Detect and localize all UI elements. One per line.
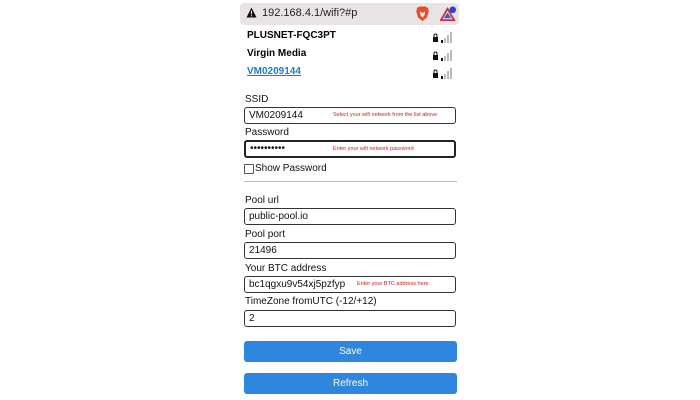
password-input[interactable] [244,140,456,158]
save-button[interactable]: Save [244,341,457,362]
warning-triangle-icon[interactable] [246,7,257,18]
ssid-value: VM0209144 [249,110,303,121]
timezone-input[interactable] [244,310,456,327]
pool-url-value: public-pool.io [249,211,308,222]
btc-address-value: bc1qgxu9v54xj5pzfyp [249,279,346,290]
extension-icon[interactable] [440,6,457,23]
network-name-link[interactable]: VM0209144 [247,66,301,77]
network-item[interactable] [247,30,457,46]
network-name[interactable]: Virgin Media [247,48,307,59]
network-item[interactable] [247,48,457,64]
network-item[interactable] [247,66,457,82]
btc-address-hint: Enter your BTC address here [357,281,429,287]
brave-lion-icon[interactable] [415,6,430,22]
pool-url-input[interactable] [244,208,456,225]
pool-port-value: 21496 [249,245,277,256]
ssid-hint: Select your wifi network from the list above [333,112,438,118]
url-text[interactable]: 192.168.4.1/wifi?#p [262,7,358,19]
pool-port-input[interactable] [244,242,456,259]
timezone-label: TimeZone fromUTC (-12/+12) [245,296,377,307]
btc-address-label: Your BTC address [245,263,327,274]
lock-signal-icon [433,50,453,61]
pool-port-label: Pool port [245,229,286,240]
password-label: Password [245,127,289,138]
ssid-label: SSID [245,94,269,105]
ssid-input[interactable] [244,107,456,124]
show-password-checkbox[interactable] [244,164,254,174]
btc-address-input[interactable] [244,276,456,293]
lock-signal-icon [433,68,453,79]
timezone-value: 2 [249,313,255,324]
password-hint: Enter your wifi network password [333,146,414,152]
show-password-label[interactable]: Show Password [255,163,327,174]
divider [244,181,457,182]
pool-url-label: Pool url [245,195,279,206]
network-name[interactable]: PLUSNET-FQC3PT [247,30,336,41]
address-bar[interactable] [240,3,459,25]
refresh-button[interactable]: Refresh [244,373,457,394]
password-value: •••••••••• [250,143,286,154]
lock-signal-icon [433,32,453,43]
